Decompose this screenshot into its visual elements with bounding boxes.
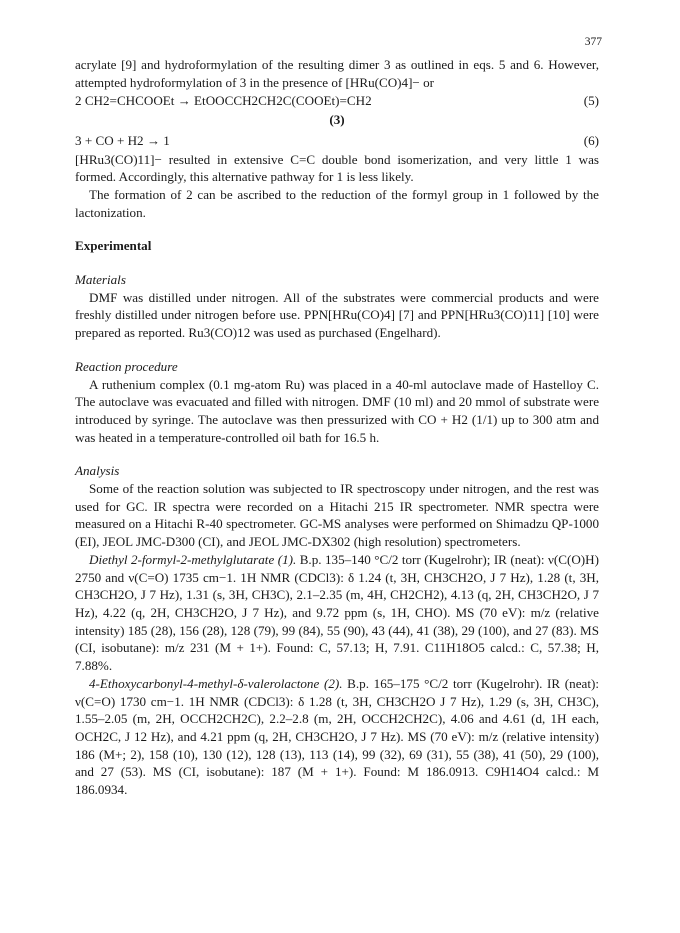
intro-paragraph-1: acrylate [9] and hydroformylation of the resulting dimer 3 as outlined in eqs. 5 and 6. However, attempted hydroformylation of 3 in the presence of [HRu(CO)4]− or bbox=[75, 57, 599, 90]
compound-1-paragraph bbox=[75, 551, 599, 675]
intro-paragraph-3: The formation of 2 can be ascribed to the reduction of the formyl group in 1 followed by the lactonization. bbox=[75, 186, 599, 220]
compound-2-name: 4-Ethoxycarbonyl-4-methyl-δ-valerolactone (2). bbox=[89, 675, 343, 691]
compound-1-data: B.p. 135–140 °C/2 torr (Kugelrohr); IR (neat): ν(C(O)H) 2750 and ν(C=O) 1735 cm−1. 1H NMR (CDCl3): δ 1.24 (t, 3H, CH3CH2O, J 7 Hz), 1.28 (t, 3H, CH3CH2O, J 7 Hz), 1.31 (s, 3H, CH3C), 2.1–2.35 (m, 4H, CH2CH2), 4.13 (q, 2H, CH3CH2O, J 7 Hz), 4.22 (q, 2H, CH3CH2O, J 7 Hz), and 9.72 ppm (s, 1H, CHO). MS (70 eV): m/z (relative intensity) 185 (28), 156 (28), 128 (79), 99 (84), 55 (90), 43 (44), 41 (38), 29 (100), and 27 (83). MS (CI, isobutane): m/z 231 (M + 1+). Found: C, 57.13; H, 7.91. C11H18O5 calcd.: C, 57.38; H, 7.88%. bbox=[75, 551, 599, 674]
subsection-heading-reaction-procedure: Reaction procedure bbox=[75, 358, 178, 374]
analysis-paragraph: Some of the reaction solution was subjected to IR spectroscopy under nitrogen, and the rest was used for GC. IR spectra were recorded on a Hitachi 215 IR spectrometer. NMR spectra were measured on a Hitachi R-40 spectrometer. GC-MS analyses were performed on Shimadzu QP-1000 (EI), JEOL JMC-D300 (CI), and JEOL JMC-DX302 (high resolution) spectrometers. bbox=[75, 481, 599, 550]
subsection-heading-analysis: Analysis bbox=[75, 463, 120, 479]
article-body bbox=[75, 56, 599, 799]
compound-1-name: Diethyl 2-formyl-2-methylglutarate (1). bbox=[89, 551, 297, 567]
intro-paragraph-2: [HRu3(CO)11]− resulted in extensive C=C double bond isomerization, and very little 1 was formed. Accordingly, this alternative pathway for 1 is less likely. bbox=[75, 151, 599, 185]
equation-5-number: (5) bbox=[583, 93, 599, 109]
page-number: 377 bbox=[584, 36, 602, 48]
equation-5 bbox=[75, 92, 599, 110]
section-heading-experimental: Experimental bbox=[75, 238, 152, 254]
equation-6-formula: 3 + CO + H2 → 1 bbox=[75, 132, 170, 148]
reaction-procedure-paragraph: A ruthenium complex (0.1 mg-atom Ru) was placed in a 40-ml autoclave made of Hastelloy C. The autoclave was evacuated and filled with nitrogen. DMF (10 ml) and 20 mmol of substrate were introduced by syringe. The autoclave was then pressurized with CO + H2 (1/1) up to 300 atm and was heated in a temperature-controlled oil bath for 16.5 h. bbox=[75, 376, 599, 445]
equation-5-formula: 2 CH2=CHCOOEt → EtOOCCH2CH2C(COOEt)=CH2 bbox=[75, 93, 372, 109]
equation-5-compound-label: (3) bbox=[329, 112, 345, 128]
subsection-heading-materials: Materials bbox=[75, 272, 126, 288]
materials-paragraph: DMF was distilled under nitrogen. All of the substrates were commercial products and were freshly distilled under nitrogen before use. PPN[HRu(CO)4] [7] and PPN[HRu3(CO)11] [10] were prepared as reported. Ru3(CO)12 was used as purchased (Engelhard). bbox=[75, 289, 599, 341]
compound-2-data: B.p. 165–175 °C/2 torr (Kugelrohr). IR (neat): ν(C=O) 1730 cm−1. 1H NMR (CDCl3): δ 1.28 (t, 3H, CH3CH2O J 7 Hz), 1.29 (s, 3H, CH3C), 1.55–2.05 (m, 2H, OCCH2CH2C), 2.2–2.8 (m, 2H, OCCH2CH2C), 4.06 and 4.61 (d, 1H each, OCH2C, J 12 Hz), and 4.21 ppm (q, 2H, CH3CH2O, J 7 Hz). MS (70 eV): m/z (relative intensity) 186 (M+; 2), 158 (10), 130 (12), 128 (13), 113 (14), 99 (32), 69 (31), 55 (38), 41 (50), 29 (100), and 27 (53). MS (CI, isobutane): 187 (M + 1+). Found: M 186.0913. C9H14O4 calcd.: M 186.0934. bbox=[75, 675, 599, 798]
equation-6 bbox=[75, 132, 599, 150]
equation-6-number: (6) bbox=[583, 132, 599, 148]
compound-2-paragraph bbox=[75, 675, 599, 799]
